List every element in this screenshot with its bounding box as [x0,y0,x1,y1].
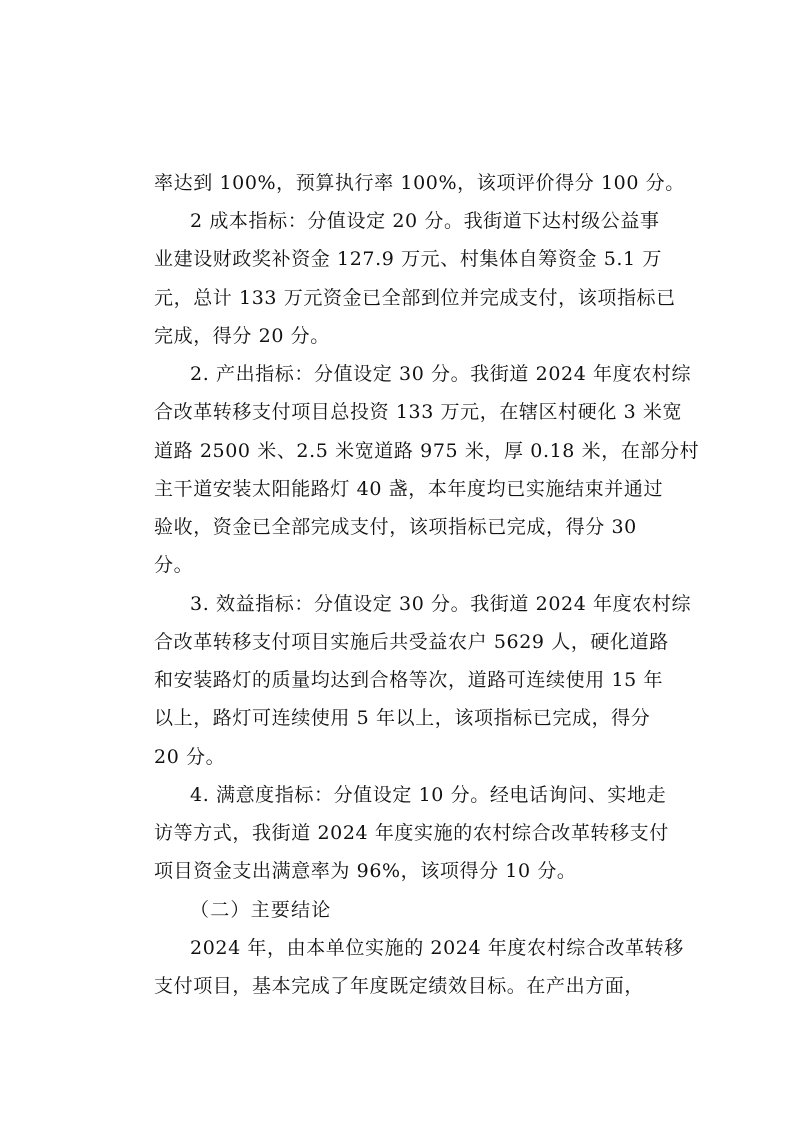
text-line: 合改革转移支付项目实施后共受益农户 5629 人，硬化道路 [154,631,669,653]
paragraph-benefit-indicator: 3. 效益指标：分值设定 30 分。我街道 2024 年度农村综 [190,593,692,615]
text-line: 和安装路灯的质量均达到合格等次，道路可连续使用 15 年 [154,669,664,691]
text-line: 以上，路灯可连续使用 5 年以上，该项指标已完成，得分 [154,707,651,729]
text-line: 率达到 100%，预算执行率 100%，该项评价得分 100 分。 [154,172,685,194]
paragraph-output-indicator: 2. 产出指标：分值设定 30 分。我街道 2024 年度农村综 [190,363,692,385]
text-line: 合改革转移支付项目总投资 133 万元，在辖区村硬化 3 米宽 [154,401,683,423]
paragraph-conclusion: 2024 年，由本单位实施的 2024 年度农村综合改革转移 [190,937,684,959]
text-line: 20 分。 [154,746,226,768]
text-line: 主干道安装太阳能路灯 40 盏，本年度均已实施结束并通过 [154,478,664,500]
text-line: 访等方式，我街道 2024 年度实施的农村综合改革转移支付 [154,822,669,844]
text-line: 项目资金支出满意率为 96%，该项得分 10 分。 [154,860,577,882]
text-line: 分。 [154,554,194,576]
section-heading-main-conclusion: （二）主要结论 [190,899,332,921]
text-line: 完成，得分 20 分。 [154,325,330,347]
text-line: 道路 2500 米、2.5 米宽道路 975 米，厚 0.18 米，在部分村 [154,440,700,462]
text-line: 业建设财政奖补资金 127.9 万元、村集体自筹资金 5.1 万 [154,248,662,270]
text-line: 验收，资金已全部完成支付，该项指标已完成，得分 30 [154,516,637,538]
paragraph-satisfaction-indicator: 4. 满意度指标：分值设定 10 分。经电话询问、实地走 [190,784,667,806]
text-line: 元，总计 133 万元资金已全部到位并完成支付，该项指标已 [154,287,676,309]
paragraph-cost-indicator: 2 成本指标：分值设定 20 分。我街道下达村级公益事 [190,210,660,232]
text-line: 支付项目，基本完成了年度既定绩效目标。在产出方面， [154,975,645,997]
